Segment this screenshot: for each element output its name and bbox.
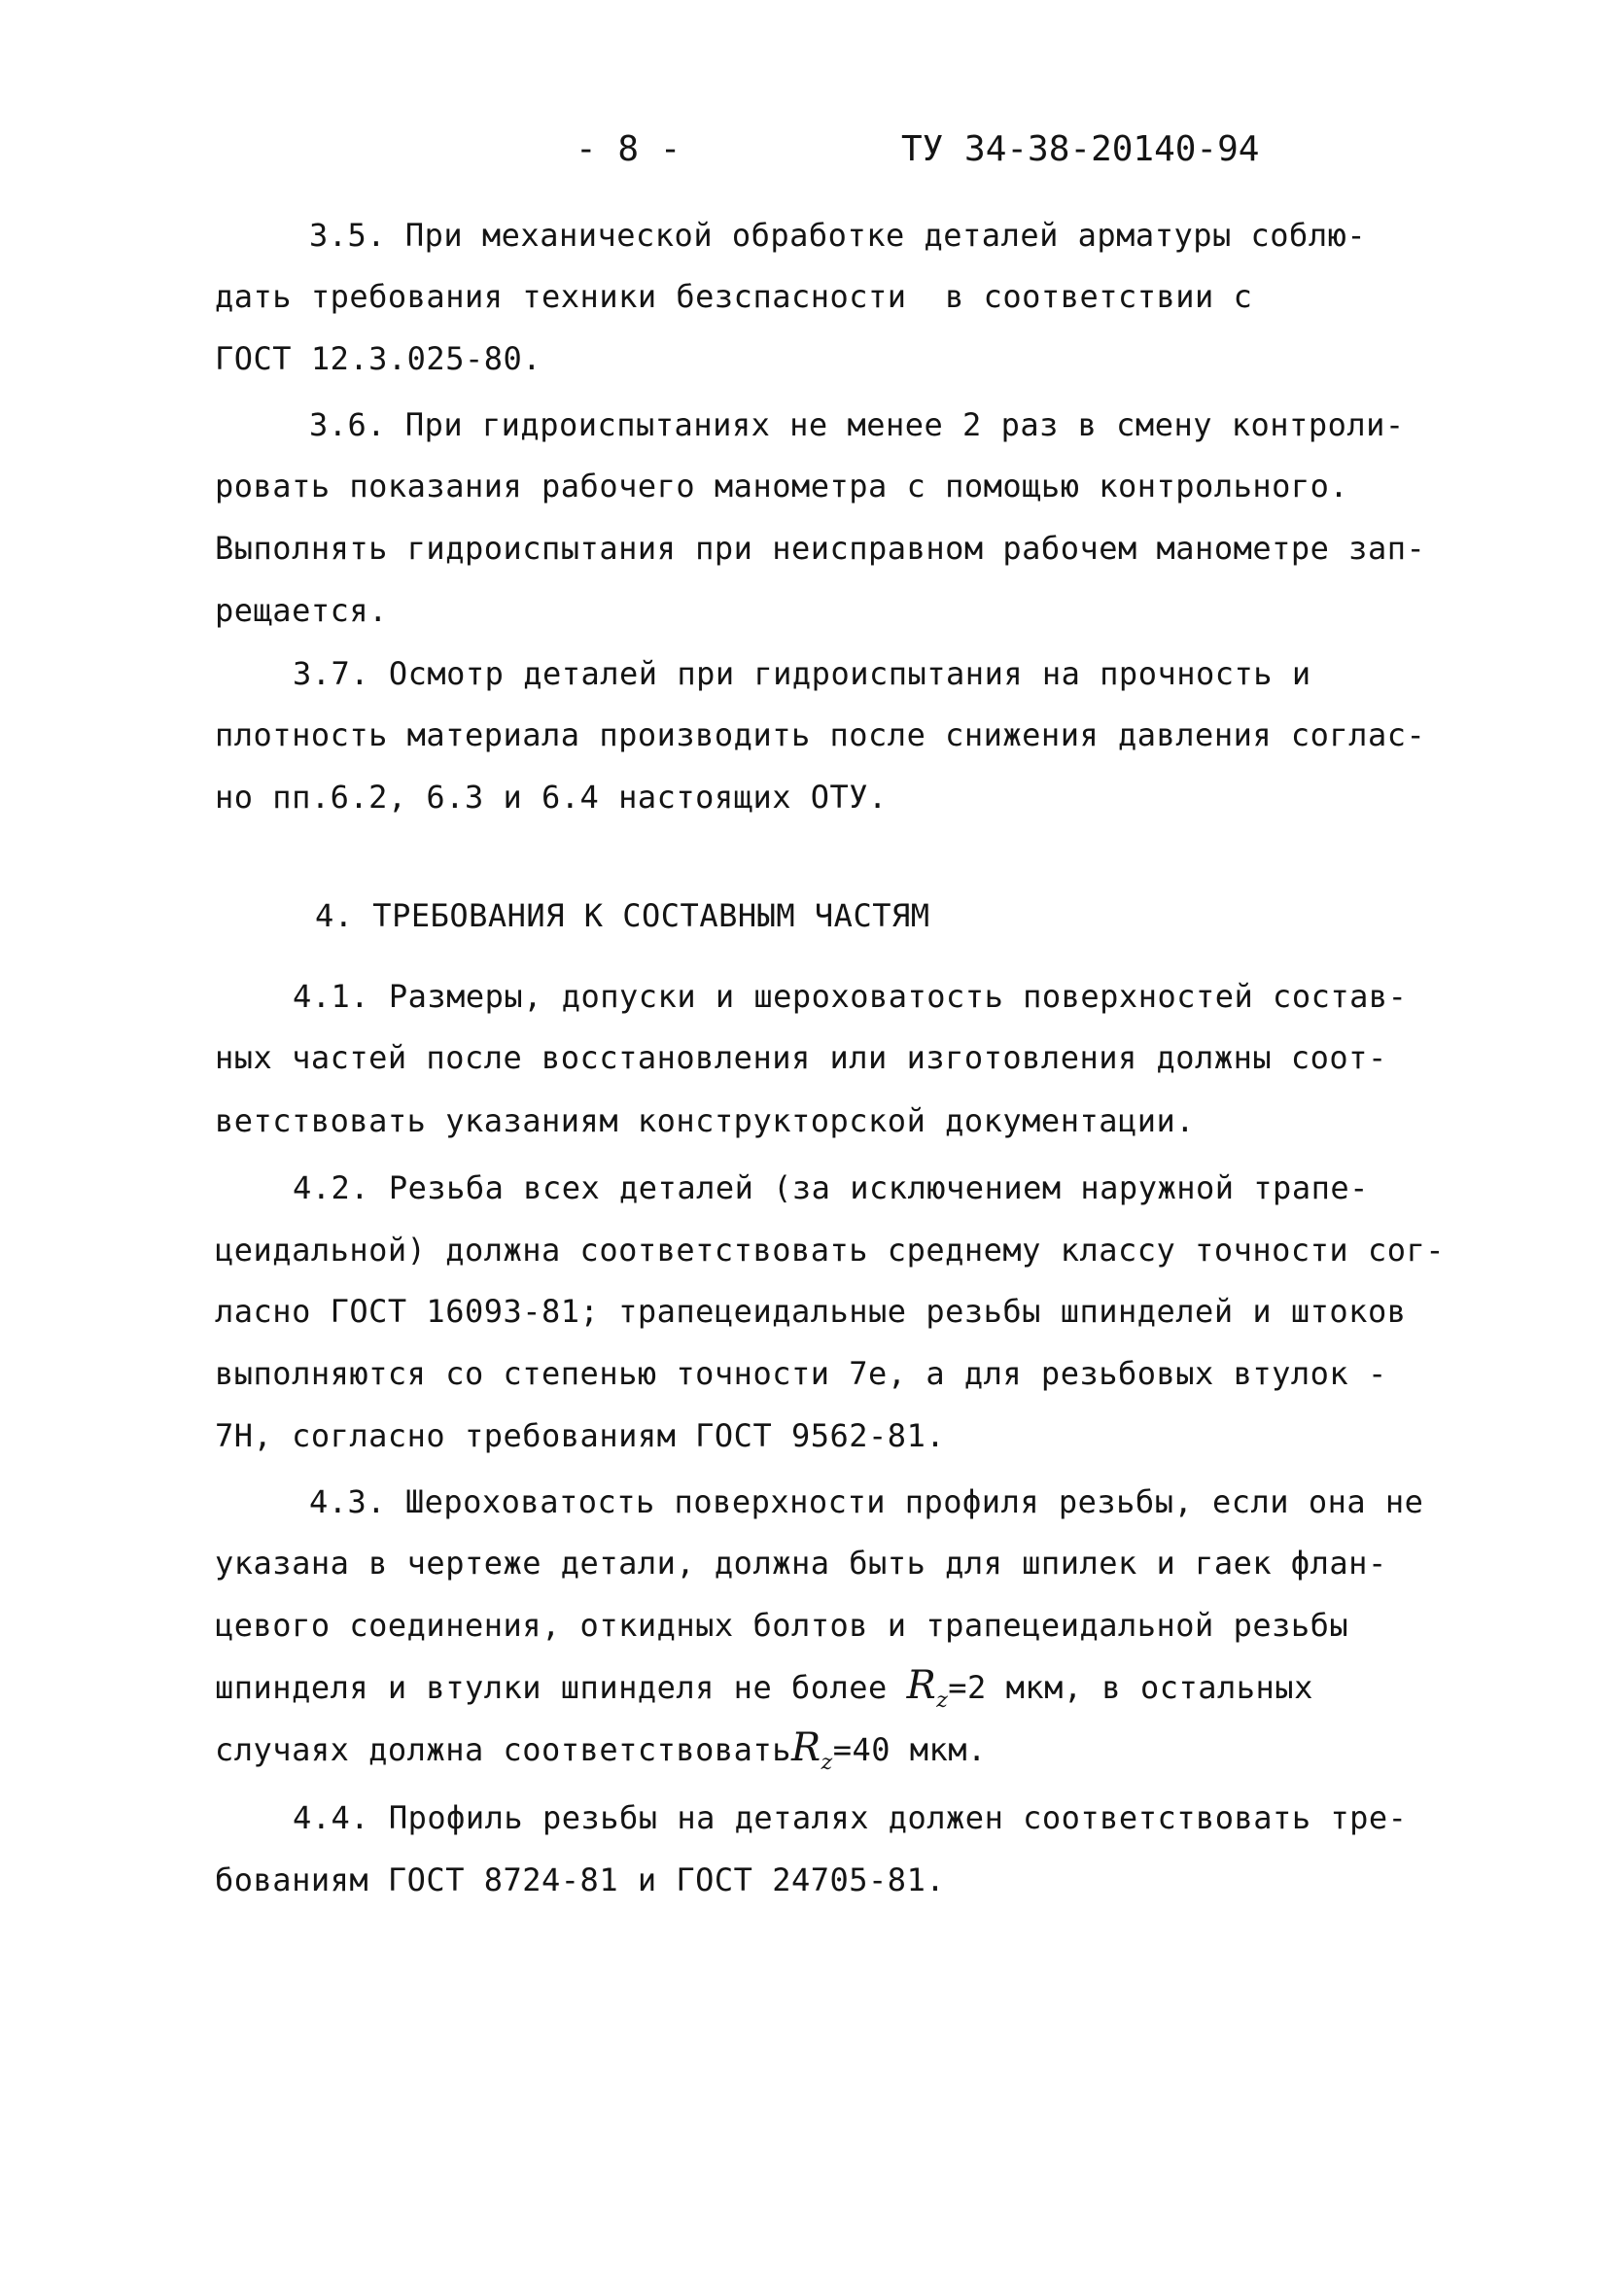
roughness-rz-symbol: [790, 1725, 833, 1775]
section-4-4-line-2: бованиям ГОСТ 8724-81 и ГОСТ 24705-81.: [215, 1861, 946, 1898]
section-3-5-line-3: ГОСТ 12.3.025-80.: [215, 340, 542, 377]
section-4-2-line-5: 7Н, согласно требованиям ГОСТ 9562-81.: [215, 1417, 946, 1454]
section-3-6-line-3: Выполнять гидроиспытания при неисправном рабочем манометре зап-: [215, 530, 1426, 567]
section-3-6-line-2: ровать показания рабочего манометра с помощью контрольного.: [215, 468, 1349, 504]
section-3-5-line-2: дать требования техники безспасности в соответствии с: [215, 278, 1253, 315]
section-4-3-line-4: [215, 1663, 1313, 1721]
section-3-7-line-2: плотность материала производить после снижения давления соглас-: [215, 716, 1426, 753]
section-4-3-line-1: 4.3. Шероховатость поверхности профиля резьбы, если она не: [309, 1483, 1424, 1520]
section-4-1-line-1: 4.1. Размеры, допуски и шероховатость поверхностей состав-: [293, 978, 1408, 1015]
section-4-3-line-5: [215, 1725, 987, 1783]
section-4-1-line-2: ных частей после восстановления или изготовления должны соот-: [215, 1039, 1387, 1076]
section-3-7-line-3: но пп.6.2, 6.3 и 6.4 настоящих ОТУ.: [215, 779, 888, 816]
rz-subscript: z: [936, 1688, 949, 1713]
section-4-2-line-4: выполняются со степенью точности 7е, а для резьбовых втулок -: [215, 1355, 1387, 1392]
section-3-5-line-1: 3.5. При механической обработке деталей арматуры соблю-: [309, 217, 1367, 254]
section-4-1-line-3: ветствовать указаниям конструкторской документации.: [215, 1102, 1196, 1139]
roughness-rz-symbol: [906, 1663, 949, 1713]
section-4-3-line-2: указана в чертеже детали, должна быть для шпилек и гаек флан-: [215, 1545, 1387, 1582]
rz-letter: R: [906, 1663, 937, 1708]
section-4-2-line-3: ласно ГОСТ 16093-81; трапецеидальные резьбы шпинделей и штоков: [215, 1293, 1407, 1330]
section-3-7-line-1: 3.7. Осмотр деталей при гидроиспытания на прочность и: [293, 655, 1311, 692]
section-4-3-line-5-text-a: случаях должна соответствовать: [215, 1731, 791, 1768]
section-4-3-line-4-text-b: =2 мкм, в остальных: [948, 1669, 1313, 1706]
section-4-2-line-2: цеидальной) должна соответствовать среднему классу точности сог-: [215, 1232, 1445, 1269]
section-4-4-line-1: 4.4. Профиль резьбы на деталях должен соответствовать тре-: [293, 1799, 1408, 1836]
section-4-3-line-4-text-a: шпинделя и втулки шпинделя не более: [215, 1669, 907, 1706]
section-4-3-line-3: цевого соединения, откидных болтов и трапецеидальной резьбы: [215, 1607, 1349, 1644]
rz-letter: R: [790, 1725, 821, 1770]
section-3-6-line-1: 3.6. При гидроиспытаниях не менее 2 раз в смену контроли-: [309, 406, 1405, 443]
document-code: ТУ 34-38-20140-94: [901, 129, 1260, 169]
section-4-3-line-5-text-b: =40 мкм.: [832, 1731, 987, 1768]
rz-subscript: z: [821, 1751, 833, 1775]
section-4-heading: 4. ТРЕБОВАНИЯ К СОСТАВНЫМ ЧАСТЯМ: [315, 897, 930, 934]
section-4-2-line-1: 4.2. Резьба всех деталей (за исключением наружной трапе-: [293, 1169, 1369, 1206]
page-header: [0, 129, 1607, 188]
section-3-6-line-4: рещается.: [215, 592, 388, 629]
page-number: - 8 -: [576, 129, 681, 169]
